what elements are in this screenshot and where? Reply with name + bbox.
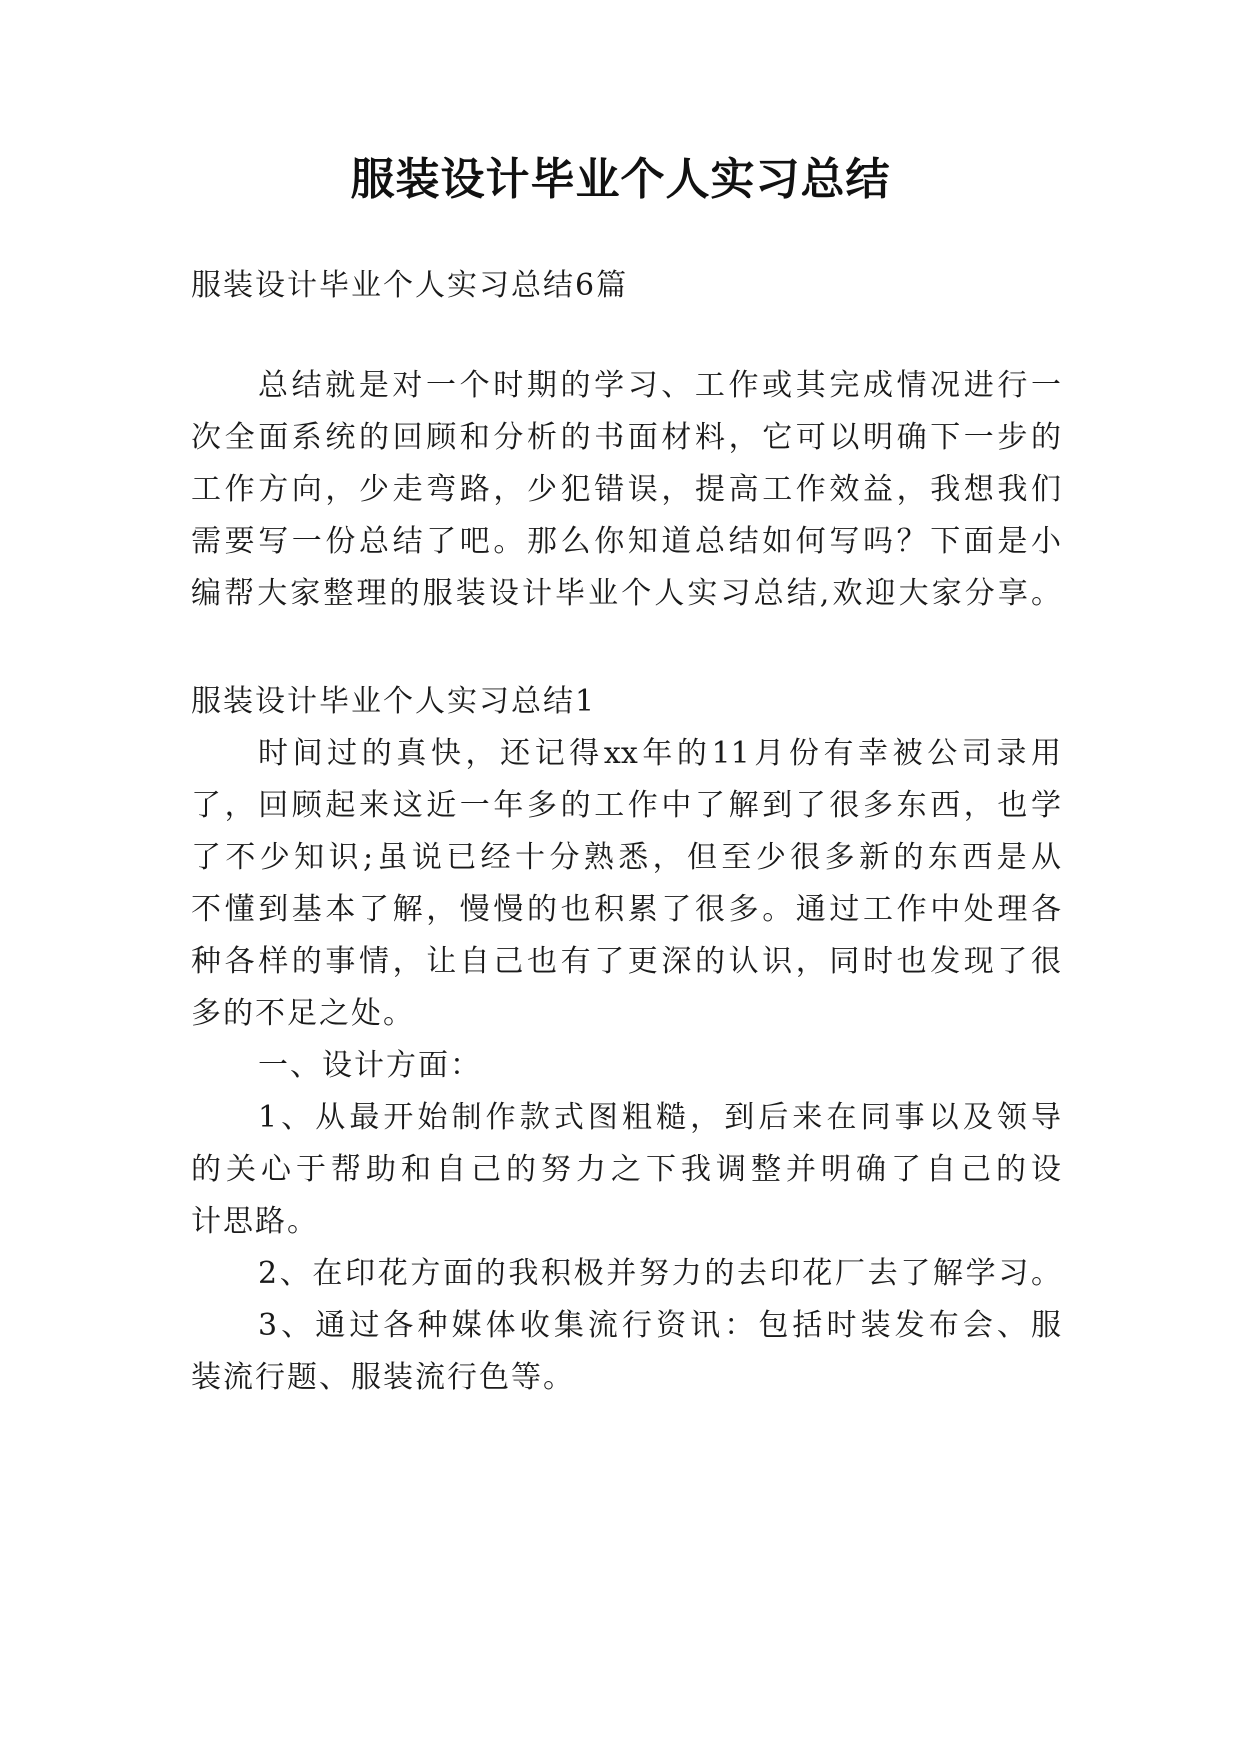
intro-line: 总结就是对一个时期的学习、工作或其完成情况进行一 bbox=[258, 368, 1061, 403]
section-heading: 服装设计毕业个人实习总结1 bbox=[191, 684, 597, 719]
design-item-2: 2、在印花方面的我积极并努力的去印花厂去了解学习。 bbox=[258, 1256, 1061, 1291]
item-line: 3、通过各种媒体收集流行资讯：包括时装发布会、服 bbox=[258, 1308, 1061, 1343]
item-line: 装流行题、服装流行色等。 bbox=[191, 1360, 575, 1395]
paragraph-line: 了，回顾起来这近一年多的工作中了解到了很多东西，也学 bbox=[191, 788, 1061, 823]
item-line: 的关心于帮助和自己的努力之下我调整并明确了自己的设 bbox=[191, 1152, 1061, 1187]
intro-line: 工作方向，少走弯路，少犯错误，提高工作效益，我想我们 bbox=[191, 472, 1061, 507]
design-heading: 一、设计方面： bbox=[258, 1048, 482, 1083]
item-line: 1、从最开始制作款式图粗糙，到后来在同事以及领导 bbox=[258, 1100, 1061, 1135]
paragraph-line: 时间过的真快，还记得xx年的11月份有幸被公司录用 bbox=[258, 736, 1061, 771]
intro-line: 需要写一份总结了吧。那么你知道总结如何写吗？下面是小 bbox=[191, 524, 1061, 559]
paragraph-line: 不懂到基本了解，慢慢的也积累了很多。通过工作中处理各 bbox=[191, 892, 1061, 927]
paragraph-line: 种各样的事情，让自己也有了更深的认识，同时也发现了很 bbox=[191, 944, 1061, 979]
paragraph-line: 多的不足之处。 bbox=[191, 996, 415, 1031]
paragraph-line: 了不少知识;虽说已经十分熟悉，但至少很多新的东西是从 bbox=[191, 840, 1061, 875]
item-line: 计思路。 bbox=[191, 1204, 319, 1239]
intro-line: 次全面系统的回顾和分析的书面材料，它可以明确下一步的 bbox=[191, 420, 1061, 455]
document-title: 服装设计毕业个人实习总结 bbox=[350, 154, 891, 205]
intro-line: 编帮大家整理的服装设计毕业个人实习总结,欢迎大家分享。 bbox=[191, 576, 1061, 611]
document-subtitle: 服装设计毕业个人实习总结6篇 bbox=[191, 268, 629, 303]
